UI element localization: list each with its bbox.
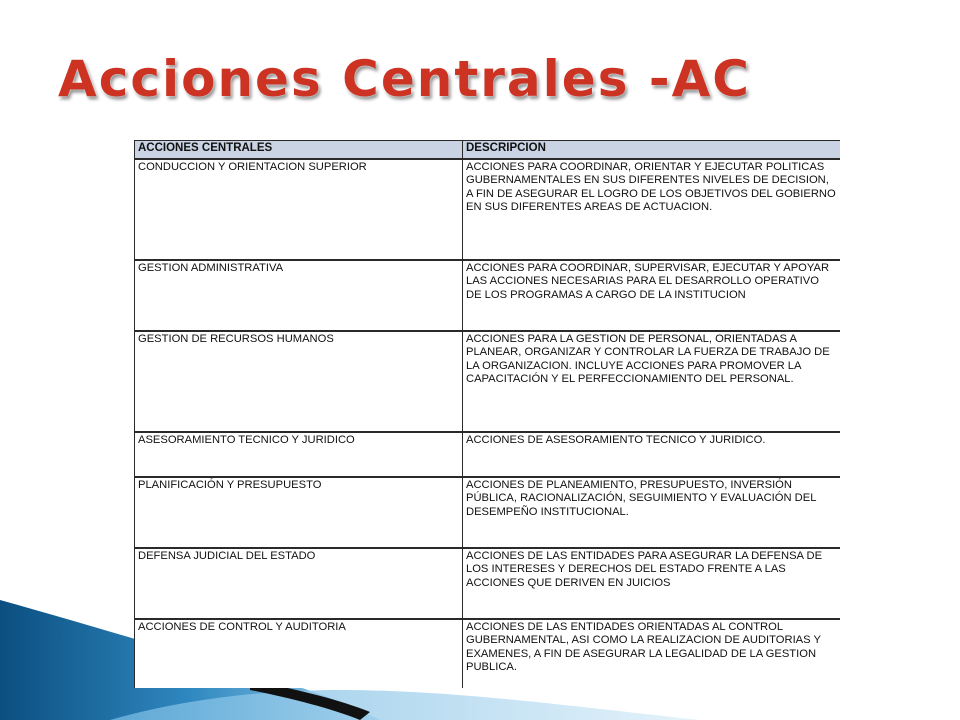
accion-description-cell: ACCIONES DE ASESORAMIENTO TECNICO Y JURIDICO. bbox=[463, 432, 841, 477]
column-header-acciones-centrales: ACCIONES CENTRALES bbox=[135, 141, 463, 159]
table-row bbox=[135, 159, 841, 260]
accion-description-cell: ACCIONES DE LAS ENTIDADES PARA ASEGURAR LA DEFENSA DE LOS INTERESES Y DERECHOS DEL ESTADO FRENTE A LAS ACCIONES QUE DERIVEN EN JUICIOS bbox=[463, 548, 841, 619]
accion-name-cell: ASESORAMIENTO TECNICO Y JURIDICO bbox=[135, 432, 463, 477]
slide-title: Acciones Centrales -AC bbox=[58, 50, 751, 108]
table-header-row bbox=[135, 141, 841, 159]
accion-description-cell: ACCIONES DE LAS ENTIDADES ORIENTADAS AL CONTROL GUBERNAMENTAL, ASI COMO LA REALIZACION DE AUDITORIAS Y EXAMENES, A FIN DE ASEGURAR LA LEGALIDAD DE LA GESTION PUBLICA. bbox=[463, 619, 841, 688]
accion-description-cell: ACCIONES PARA LA GESTION DE PERSONAL, ORIENTADAS A PLANEAR, ORGANIZAR Y CONTROLAR LA FUERZA DE TRABAJO DE LA ORGANIZACION. INCLUYE ACCIONES PARA PROMOVER LA CAPACITACIÓN Y EL PERFECCIONAMIENTO DEL PERSONAL. bbox=[463, 331, 841, 432]
accion-name-cell: PLANIFICACIÓN Y PRESUPUESTO bbox=[135, 477, 463, 548]
accion-name-cell: ACCIONES DE CONTROL Y AUDITORIA bbox=[135, 619, 463, 688]
table-row bbox=[135, 619, 841, 688]
accion-name-cell: GESTION DE RECURSOS HUMANOS bbox=[135, 331, 463, 432]
table-row bbox=[135, 477, 841, 548]
table-row bbox=[135, 331, 841, 432]
table-row bbox=[135, 432, 841, 477]
accion-description-cell: ACCIONES DE PLANEAMIENTO, PRESUPUESTO, INVERSIÓN PÚBLICA, RACIONALIZACIÓN, SEGUIMIENTO Y EVALUACIÓN DEL DESEMPEÑO INSTITUCIONAL. bbox=[463, 477, 841, 548]
accion-name-cell: GESTION ADMINISTRATIVA bbox=[135, 260, 463, 331]
table-row bbox=[135, 260, 841, 331]
accion-name-cell: CONDUCCION Y ORIENTACION SUPERIOR bbox=[135, 159, 463, 260]
acciones-centrales-table bbox=[134, 140, 840, 688]
accion-description-cell: ACCIONES PARA COORDINAR, SUPERVISAR, EJECUTAR Y APOYAR LAS ACCIONES NECESARIAS PARA EL DESARROLLO OPERATIVO DE LOS PROGRAMAS A CARGO DE LA INSTITUCION bbox=[463, 260, 841, 331]
accion-description-cell: ACCIONES PARA COORDINAR, ORIENTAR Y EJECUTAR POLITICAS GUBERNAMENTALES EN SUS DIFERENTES NIVELES DE DECISION, A FIN DE ASEGURAR EL LOGRO DE LOS OBJETIVOS DEL GOBIERNO EN SUS DIFERENTES AREAS DE ACTUACION. bbox=[463, 159, 841, 260]
accion-name-cell: DEFENSA JUDICIAL DEL ESTADO bbox=[135, 548, 463, 619]
table-row bbox=[135, 548, 841, 619]
column-header-descripcion: DESCRIPCION bbox=[463, 141, 841, 159]
